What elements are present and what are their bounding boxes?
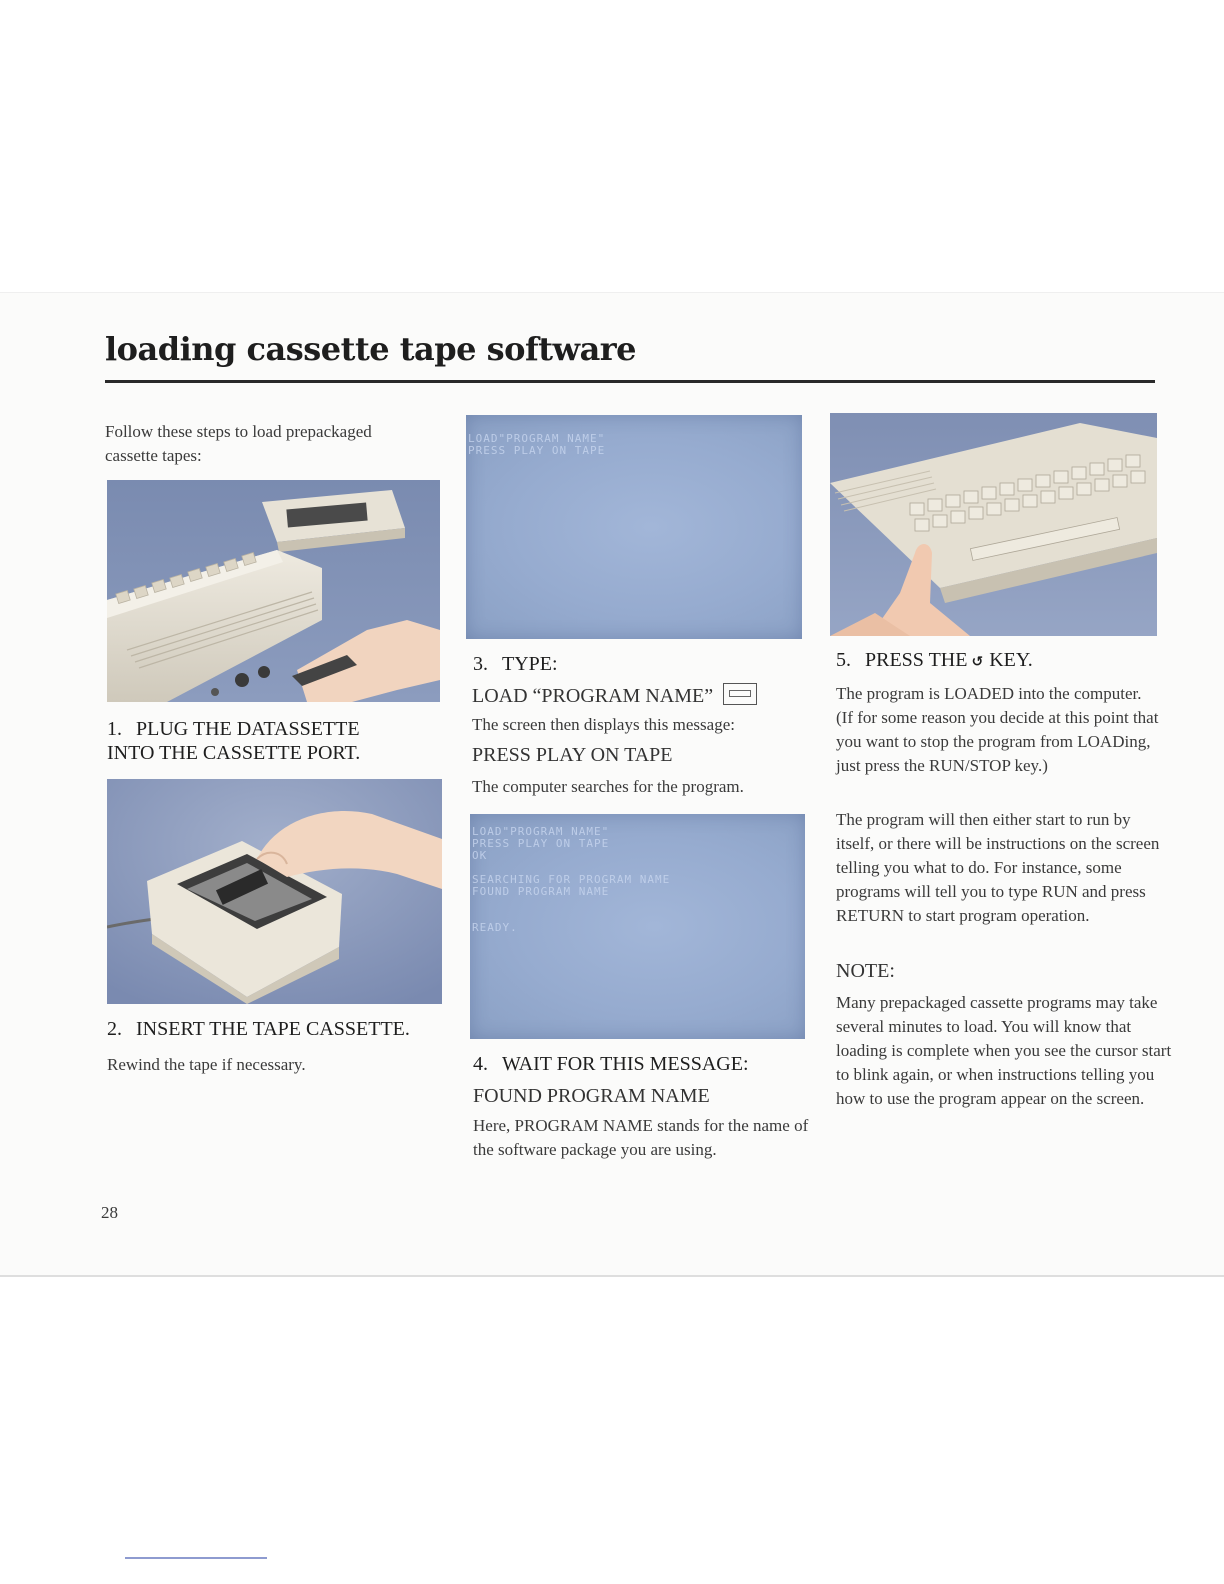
intro-text: Follow these steps to load prepackaged cassette tapes: <box>105 422 372 465</box>
step3-desc2: The computer searches for the program. <box>472 777 744 796</box>
screen1-line: PRESS PLAY ON TAPE <box>468 444 606 457</box>
step3-message: PRESS PLAY ON TAPE <box>472 744 673 766</box>
datassette-plug-photo <box>107 480 440 702</box>
return-key-icon <box>723 683 757 705</box>
note-heading: NOTE: <box>836 960 895 982</box>
note-text: Many prepackaged cassette programs may take several minutes to load. You will know that loading is complete when you see the cursor start to blink again, or when instructions telling you how to use the program appear on the screen. <box>836 993 1172 1108</box>
bottom-mark <box>125 1557 267 1559</box>
step1-label-line1: PLUG THE DATASSETTE <box>136 718 360 740</box>
step3-heading <box>473 652 558 676</box>
screen2-line: PRESS PLAY ON TAPE <box>472 837 610 850</box>
step3-number: 3. <box>473 653 488 675</box>
page-number: 28 <box>101 1203 118 1222</box>
step3-label: TYPE: <box>502 653 558 675</box>
step4-heading <box>473 1052 749 1076</box>
insert-cassette-photo <box>107 779 442 1004</box>
page-title: loading cassette tape software <box>105 330 637 368</box>
step5-number: 5. <box>836 649 851 671</box>
tv-screen-load-prompt <box>466 415 802 639</box>
step1-number: 1. <box>107 718 122 740</box>
screen2-line: OK <box>472 849 488 862</box>
screen1-line: LOAD"PROGRAM NAME" <box>468 432 606 445</box>
step1-heading <box>107 717 360 765</box>
step4-message: FOUND PROGRAM NAME <box>473 1085 710 1107</box>
screen2-line: FOUND PROGRAM NAME <box>472 885 610 898</box>
step4-label: WAIT FOR THIS MESSAGE: <box>502 1053 749 1075</box>
screen2-line: LOAD"PROGRAM NAME" <box>472 825 610 838</box>
screen2-line: SEARCHING FOR PROGRAM NAME <box>472 873 671 886</box>
step2-label: INSERT THE TAPE CASSETTE. <box>136 1018 410 1040</box>
step2-note: Rewind the tape if necessary. <box>107 1055 306 1074</box>
step5-heading <box>836 648 1033 674</box>
step4-desc: Here, PROGRAM NAME stands for the name of the software package you are using. <box>473 1116 809 1159</box>
step2-number: 2. <box>107 1018 122 1040</box>
commodore-logo-icon: ↺ <box>971 654 984 670</box>
press-commodore-key-photo <box>830 413 1157 636</box>
step5-label-before: PRESS THE <box>865 649 968 671</box>
step3-command-line <box>472 683 757 708</box>
screen2-line: READY. <box>472 921 518 934</box>
step3-command: LOAD “PROGRAM NAME” <box>472 685 714 707</box>
tv-screen-found-program <box>470 814 805 1039</box>
step2-heading <box>107 1017 410 1041</box>
step5-paragraph1: The program is LOADED into the computer. (If for some reason you decide at this point that you want to stop the program from LOADing, just press the RUN/STOP key.) <box>836 684 1159 775</box>
step5-label-after: KEY. <box>989 649 1033 671</box>
title-rule <box>105 380 1155 383</box>
step5-paragraph2: The program will then either start to run by itself, or there will be instructions on the screen telling you what to do. For instance, some programs will tell you to type RUN and press RETURN to start program operation. <box>836 810 1160 925</box>
step1-label-line2: INTO THE CASSETTE PORT. <box>107 742 361 764</box>
step4-number: 4. <box>473 1053 488 1075</box>
step3-desc: The screen then displays this message: <box>472 715 735 734</box>
